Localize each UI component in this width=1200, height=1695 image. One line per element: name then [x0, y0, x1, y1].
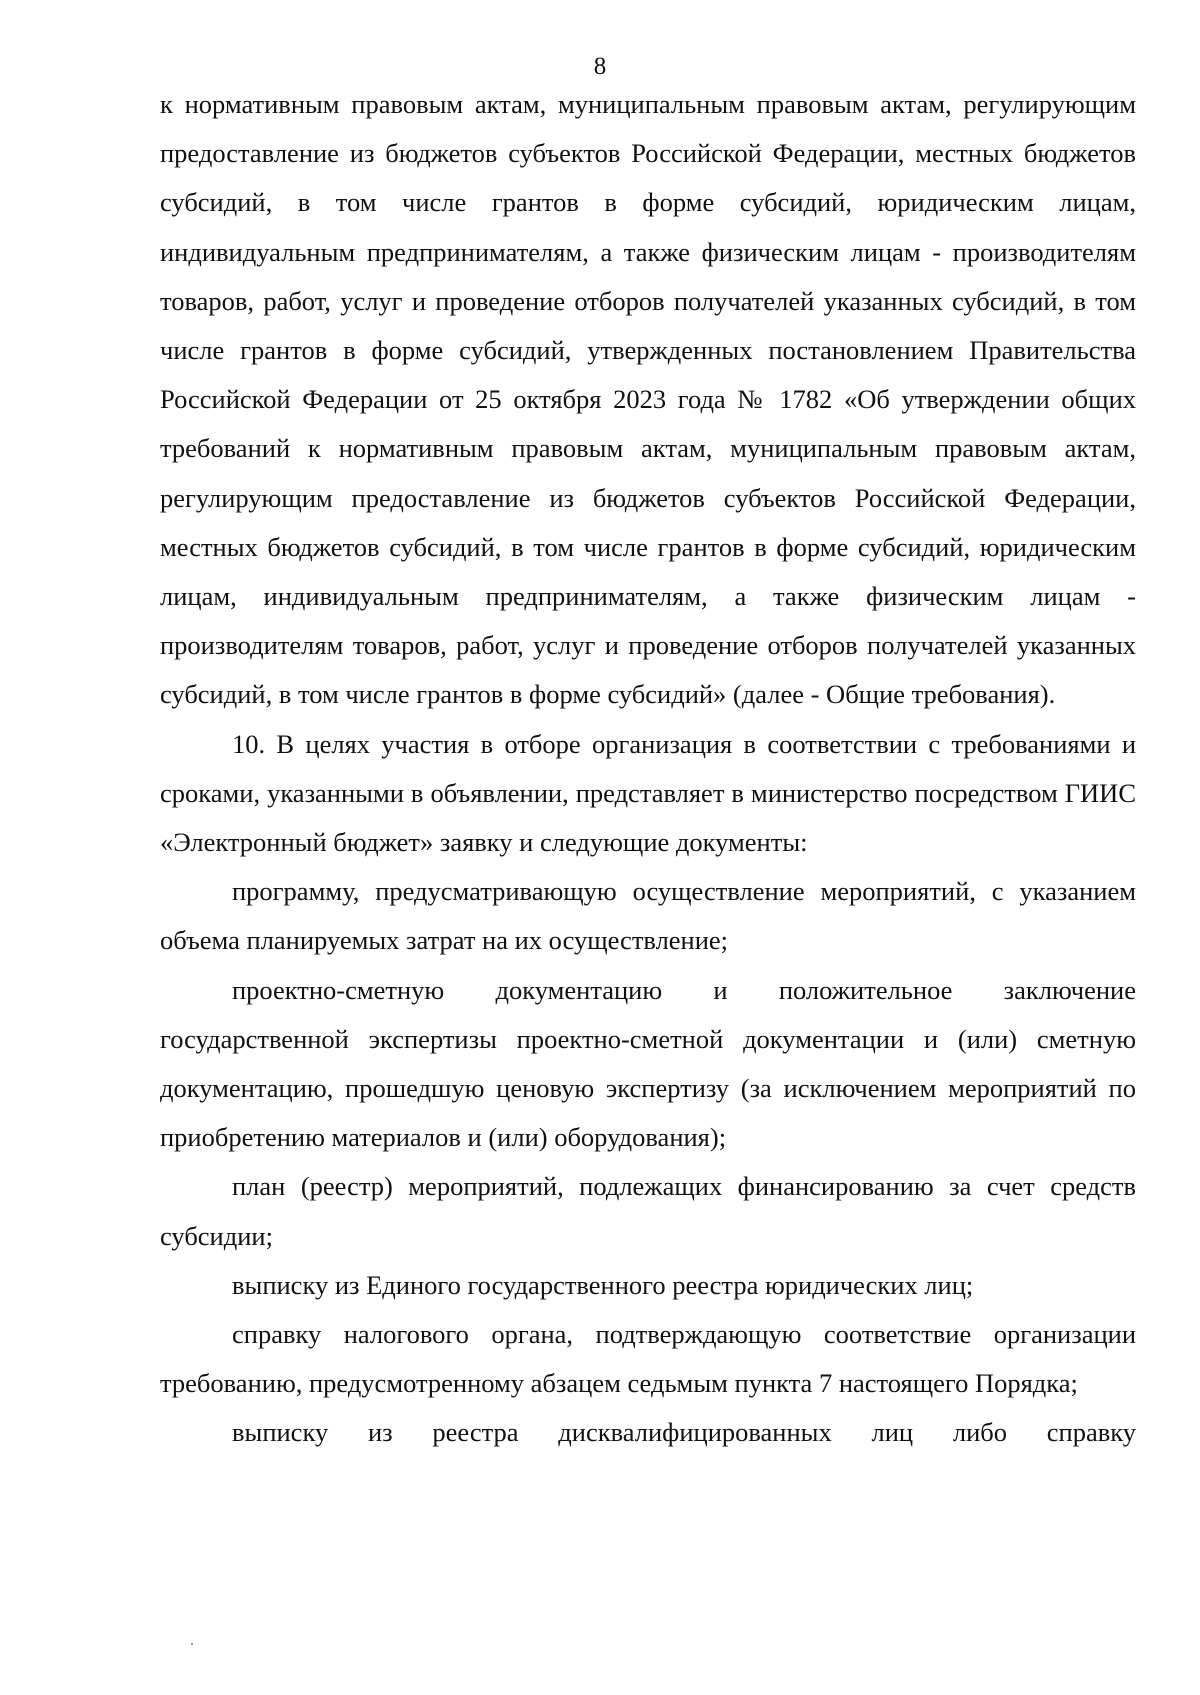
document-body [160, 80, 1136, 1458]
paragraph-egrul-extract: выписку из Единого государственного реестра юридических лиц; [232, 1269, 974, 1300]
paragraph-program: программу, предусматривающую осуществление мероприятий, с указанием объема планируемых затрат на их осуществление; [160, 876, 1136, 956]
page-number: 8 [593, 53, 607, 80]
scan-speck [191, 1643, 193, 1645]
paragraph-tax-certificate: справку налогового органа, подтверждающую соответствие организации требованию, предусмотренному абзацем седьмым пункта 7 настоящего Порядка; [160, 1319, 1136, 1399]
paragraph-disqualified-registry: выписку из реестра дисквалифицированных лиц либо справку [232, 1417, 1136, 1448]
paragraph-activity-plan: план (реестр) мероприятий, подлежащих финансированию за счет средств субсидии; [160, 1171, 1136, 1251]
paragraph-design-estimate: проектно-сметную документацию и положительное заключение государственной экспертизы проектно-сметной документации и (или) сметную документацию, прошедшую ценовую экспертизу (за исключением мероприятий по приобретению материалов и (или) оборудования); [160, 974, 1136, 1153]
paragraph-item-10: 10. В целях участия в отборе организация в соответствии с требованиями и сроками, указанными в объявлении, представляет в министерство посредством ГИИС «Электронный бюджет» заявку и следующие документы: [160, 728, 1136, 858]
paragraph-general-requirements: к нормативным правовым актам, муниципальным правовым актам, регулирующим предоставление из бюджетов субъектов Российской Федерации, местных бюджетов субсидий, в том числе грантов в форме субсидий, юридическим лицам, индивидуальным предпринимателям, а также физическим лицам - производителям товаров, работ, услуг и проведение отборов получателей указанных субсидий, в том числе грантов в форме субсидий, утвержденных постановлением Правительства Российской Федерации от 25 октября 2023 года № 1782 «Об утверждении общих требований к нормативным правовым актам, муниципальным правовым актам, регулирующим предоставление из бюджетов субъектов Российской Федерации, местных бюджетов субсидий, в том числе грантов в форме субсидий, юридическим лицам, индивидуальным предпринимателям, а также физическим лицам - производителям товаров, работ, услуг и проведение отборов получателей указанных субсидий, в том числе грантов в форме субсидий» (далее - Общие требования). [160, 89, 1136, 710]
